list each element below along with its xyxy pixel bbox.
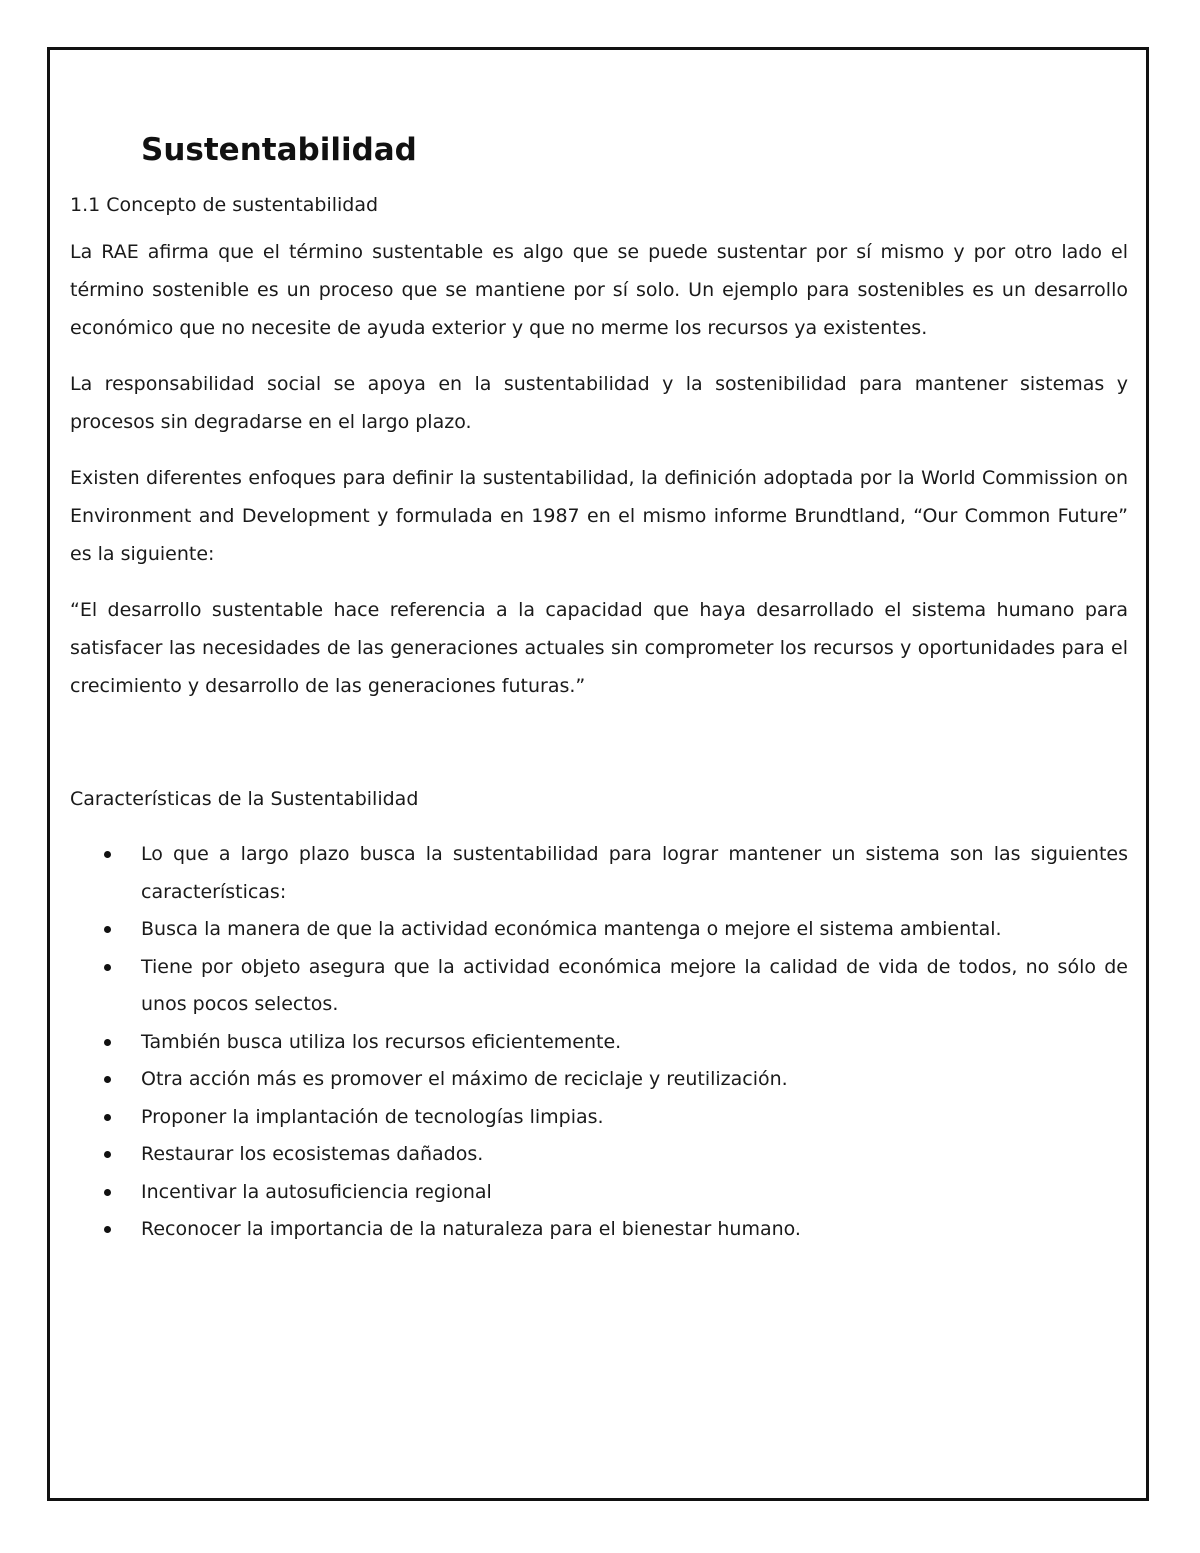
list-item	[70, 1024, 1128, 1062]
list-item	[70, 911, 1128, 949]
list-item	[70, 1211, 1128, 1249]
list-item-text: Tiene por objeto asegura que la actividad económica mejore la calidad de vida de todos, no sólo de unos pocos selectos.	[141, 955, 1128, 1015]
bullet-icon	[104, 1151, 111, 1158]
list-item	[70, 1099, 1128, 1137]
characteristics-heading: Características de la Sustentabilidad	[70, 788, 419, 810]
bullet-icon	[104, 926, 111, 933]
list-item-text: Proponer la implantación de tecnologías limpias.	[141, 1105, 604, 1128]
spacer	[70, 723, 1128, 780]
paragraph-brundtland-quote: “El desarrollo sustentable hace referencia a la capacidad que haya desarrollado el sistema humano para satisfacer las necesidades de las generaciones actuales sin comprometer los recursos y oportunidades para el crecimiento y desarrollo de las generaciones futuras.”	[70, 599, 1128, 697]
bullet-icon	[104, 1114, 111, 1121]
bullet-icon	[104, 1039, 111, 1046]
list-item-text: Otra acción más es promover el máximo de reciclaje y reutilización.	[141, 1068, 788, 1090]
section-heading: 1.1 Concepto de sustentabilidad	[70, 194, 379, 216]
list-item	[70, 1174, 1128, 1212]
paragraph-wced-definition: Existen diferentes enfoques para definir la sustentabilidad, la definición adoptada por la World Commission on Environment and Development y formulada en 1987 en el mismo informe Brundtland, “Our Common Future” es la siguiente:	[70, 467, 1128, 565]
list-item	[70, 949, 1128, 1024]
bullet-icon	[104, 964, 111, 971]
bullet-icon	[104, 1189, 111, 1196]
list-item-text: Lo que a largo plazo busca la sustentabilidad para lograr mantener un sistema son las siguientes características:	[141, 843, 1128, 903]
list-item	[70, 1061, 1128, 1099]
page-title: Sustentabilidad	[141, 132, 417, 168]
list-item-text: Incentivar la autosuficiencia regional	[141, 1180, 492, 1203]
list-item	[70, 1136, 1128, 1174]
paragraph-social-responsibility: La responsabilidad social se apoya en la sustentabilidad y la sostenibilidad para mantener sistemas y procesos sin degradarse en el largo plazo.	[70, 373, 1128, 433]
list-item-text: Restaurar los ecosistemas dañados.	[141, 1143, 484, 1165]
characteristics-list	[70, 836, 1128, 1249]
list-item-text: Busca la manera de que la actividad económica mantenga o mejore el sistema ambiental.	[141, 918, 1002, 940]
list-item	[70, 836, 1128, 911]
bullet-icon	[104, 851, 111, 858]
bullet-icon	[104, 1226, 111, 1233]
document-body	[70, 128, 1128, 1249]
bullet-icon	[104, 1076, 111, 1083]
list-item-text: Reconocer la importancia de la naturaleza para el bienestar humano.	[141, 1218, 801, 1240]
paragraph-rae-definition: La RAE afirma que el término sustentable es algo que se puede sustentar por sí mismo y por otro lado el término sostenible es un proceso que se mantiene por sí solo. Un ejemplo para sostenibles es un desarrollo económico que no necesite de ayuda exterior y que no merme los recursos ya existentes.	[70, 241, 1128, 339]
list-item-text: También busca utiliza los recursos eficientemente.	[141, 1030, 622, 1053]
